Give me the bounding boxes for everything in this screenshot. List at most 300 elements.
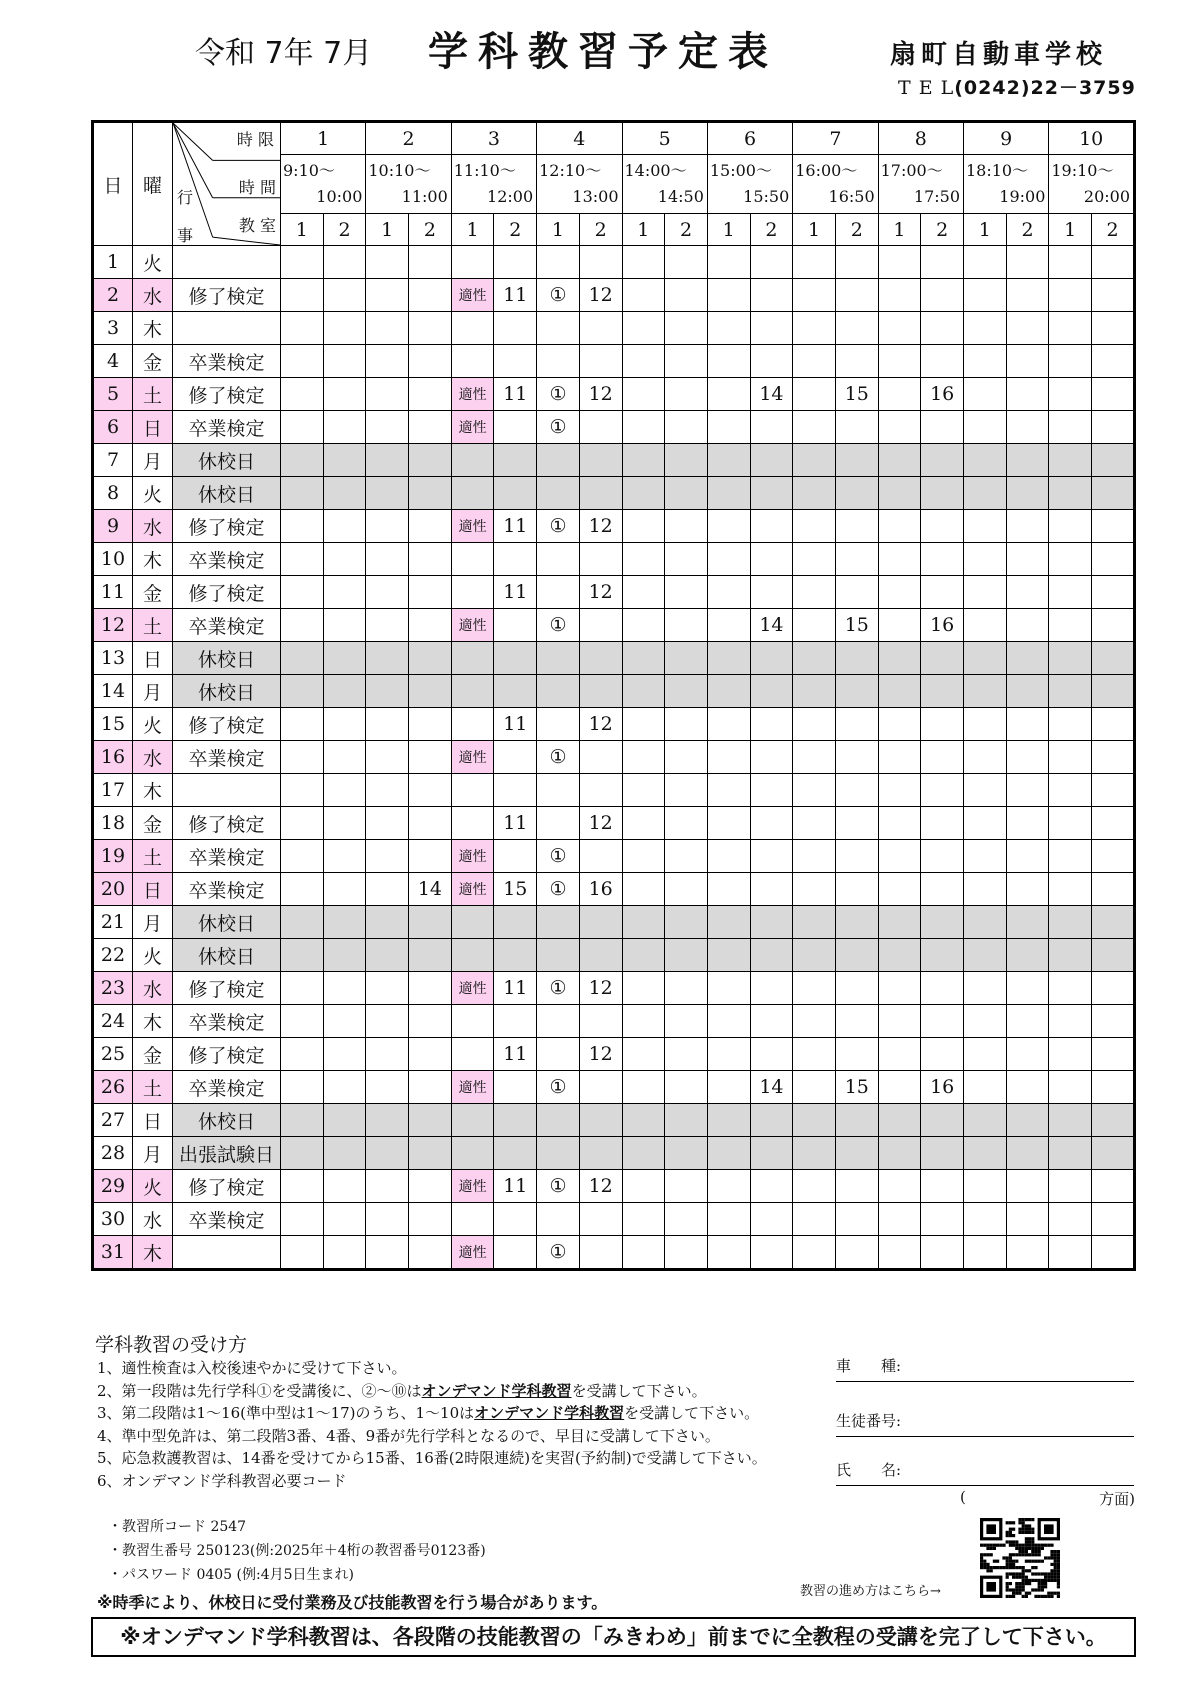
slot-cell [707,477,750,510]
table-row [93,1203,1135,1236]
slot-cell [409,807,452,840]
slot-cell [1092,477,1135,510]
slot-cell [793,774,836,807]
slot-cell [622,1170,665,1203]
period-start: 17:00～ [880,161,943,180]
slot-cell [622,378,665,411]
slot-cell [622,312,665,345]
slot-cell [1049,939,1092,972]
slot-cell [921,576,964,609]
corner-header [173,122,281,246]
slot-cell [665,510,708,543]
slot-cell [665,1005,708,1038]
period-header-2: 2 [366,122,451,155]
slot-cell [707,246,750,279]
slot-cell: 12 [579,1170,622,1203]
slot-cell [622,411,665,444]
slot-cell [921,246,964,279]
slot-cell [366,444,409,477]
event-cell [173,774,281,807]
slot-cell [707,774,750,807]
slot-cell [921,279,964,312]
slot-cell [835,642,878,675]
slot-cell [281,939,324,972]
slot-cell [707,312,750,345]
slot-cell [878,378,921,411]
slot-cell: 15 [835,1071,878,1104]
table-row [93,873,1135,906]
note-2-emphasis: オンデマンド学科教習 [421,1381,572,1400]
period-end: 19:00 [999,187,1046,206]
weekday-cell: 水 [133,741,173,774]
page-title: 学科教習予定表 [428,29,778,75]
slot-cell [323,741,366,774]
slot-cell [878,312,921,345]
slot-cell [1092,279,1135,312]
slot-cell [409,1236,452,1270]
slot-cell [707,444,750,477]
slot-cell [964,1203,1007,1236]
slot-cell [878,1005,921,1038]
slot-cell [579,477,622,510]
slot-cell: 15 [835,609,878,642]
slot-cell [878,609,921,642]
slot-cell [494,1005,537,1038]
slot-cell [1049,1104,1092,1137]
table-row [93,246,1135,279]
event-cell [173,246,281,279]
note-4: 4、準中型免許は、第二段階3番、4番、9番が先行学科となるので、早目に受講して下さい。 [97,1426,720,1445]
day-cell: 5 [93,378,133,411]
slot-cell [451,1203,494,1236]
slot-cell [1006,345,1049,378]
slot-cell [878,444,921,477]
slot-cell [409,1005,452,1038]
header-row-periods [93,122,1135,155]
slot-cell [707,708,750,741]
period-header-8: 8 [878,122,963,155]
day-cell: 1 [93,246,133,279]
slot-cell [409,279,452,312]
event-cell [173,312,281,345]
slot-cell [409,1104,452,1137]
table-row [93,510,1135,543]
qr-code-icon[interactable] [980,1518,1060,1598]
slot-cell [409,345,452,378]
slot-cell [750,1038,793,1071]
event-cell: 卒業検定 [173,741,281,774]
table-row [93,1137,1135,1170]
slot-cell [366,609,409,642]
slot-cell [451,477,494,510]
slot-cell [281,873,324,906]
slot-cell [366,873,409,906]
slot-cell [964,444,1007,477]
day-cell: 13 [93,642,133,675]
room-header: 2 [665,214,708,246]
slot-cell [1092,378,1135,411]
slot-cell [964,675,1007,708]
slot-cell [665,609,708,642]
slot-cell [281,477,324,510]
slot-cell [750,939,793,972]
header-era-month: 令和 7年 7月 [195,36,373,71]
slot-cell [1006,477,1049,510]
slot-cell [707,1137,750,1170]
slot-cell [793,378,836,411]
time-label: 時 間 [238,178,276,197]
slot-cell: ① [537,1071,580,1104]
slot-cell [622,1203,665,1236]
slot-cell [451,906,494,939]
slot-cell [665,1170,708,1203]
slot-cell [323,444,366,477]
slot-cell [707,609,750,642]
event-cell: 卒業検定 [173,1203,281,1236]
slot-cell [835,345,878,378]
event-cell: 卒業検定 [173,411,281,444]
slot-cell [366,642,409,675]
slot-cell [921,510,964,543]
table-row [93,609,1135,642]
slot-cell [921,1203,964,1236]
table-row [93,972,1135,1005]
slot-cell [366,741,409,774]
slot-cell [281,543,324,576]
event-cell: 修了検定 [173,576,281,609]
slot-cell [1049,642,1092,675]
slot-cell [579,675,622,708]
slot-cell [451,1137,494,1170]
slot-cell [1092,609,1135,642]
student-number-field[interactable] [836,1410,1134,1437]
slot-cell [1006,873,1049,906]
slot-cell [451,345,494,378]
slot-cell [750,246,793,279]
car-type-field[interactable] [836,1355,1134,1382]
weekday-cell: 木 [133,312,173,345]
slot-cell [835,1038,878,1071]
slot-cell [622,972,665,1005]
slot-cell [409,642,452,675]
slot-cell [964,345,1007,378]
slot-cell [665,939,708,972]
event-cell: 休校日 [173,675,281,708]
day-cell: 6 [93,411,133,444]
slot-cell [579,345,622,378]
slot-cell [921,840,964,873]
slot-cell [665,477,708,510]
slot-cell [537,1203,580,1236]
period-header-7: 7 [793,122,878,155]
slot-cell [707,411,750,444]
event-cell: 修了検定 [173,510,281,543]
slot-cell: 11 [494,576,537,609]
slot-cell [793,543,836,576]
slot-cell [451,1038,494,1071]
slot-cell [494,1137,537,1170]
slot-cell [622,279,665,312]
slot-cell [537,1137,580,1170]
slot-cell [451,444,494,477]
day-cell: 21 [93,906,133,939]
code-student: ・教習生番号 250123(例:2025年＋4桁の教習番号0123番) [108,1543,486,1559]
slot-cell [1049,312,1092,345]
slot-cell: 12 [579,576,622,609]
room-header: 1 [537,214,580,246]
period-start: 12:10～ [539,161,602,180]
slot-cell [409,675,452,708]
slot-cell [622,840,665,873]
slot-cell [409,444,452,477]
tel-prefix: T E L [898,77,955,99]
event-cell: 休校日 [173,939,281,972]
slot-cell [323,345,366,378]
slot-cell [409,543,452,576]
period-end: 13:00 [572,187,619,206]
slot-cell [281,675,324,708]
weekday-cell: 金 [133,576,173,609]
room-header: 2 [921,214,964,246]
day-cell: 29 [93,1170,133,1203]
slot-cell [281,972,324,1005]
slot-cell [409,708,452,741]
slot-cell [964,411,1007,444]
slot-cell [964,378,1007,411]
weekday-cell: 土 [133,378,173,411]
slot-cell [1049,1170,1092,1203]
slot-cell: 適性 [451,1071,494,1104]
slot-cell [451,774,494,807]
slot-cell [707,1071,750,1104]
slot-cell [707,1005,750,1038]
slot-cell [579,444,622,477]
slot-cell [622,576,665,609]
day-cell: 15 [93,708,133,741]
slot-cell [665,411,708,444]
slot-cell [622,345,665,378]
slot-cell [793,1170,836,1203]
slot-cell: 適性 [451,1170,494,1203]
slot-cell [1006,840,1049,873]
slot-cell [451,246,494,279]
slot-cell [878,972,921,1005]
slot-cell: 16 [921,378,964,411]
slot-cell [366,840,409,873]
slot-cell [878,774,921,807]
slot-cell [622,939,665,972]
slot-cell [323,708,366,741]
weekday-cell: 水 [133,1203,173,1236]
period-time-5 [622,155,707,214]
event-cell: 修了検定 [173,807,281,840]
slot-cell [366,378,409,411]
slot-cell: 適性 [451,741,494,774]
slot-cell [451,576,494,609]
slot-cell [281,576,324,609]
day-cell: 11 [93,576,133,609]
slot-cell [835,741,878,774]
slot-cell [366,1236,409,1270]
slot-cell [579,246,622,279]
slot-cell [1006,774,1049,807]
name-field[interactable] [836,1459,1134,1486]
period-time-1 [281,155,366,214]
slot-cell [750,543,793,576]
slot-cell [1049,1005,1092,1038]
table-row [93,939,1135,972]
period-time-10 [1049,155,1135,214]
slot-cell [793,1038,836,1071]
slot-cell [964,840,1007,873]
slot-cell [622,675,665,708]
table-row [93,840,1135,873]
slot-cell [793,1203,836,1236]
slot-cell [964,246,1007,279]
slot-cell [707,807,750,840]
slot-cell [366,246,409,279]
period-header-4: 4 [537,122,622,155]
day-header: 日 [93,122,133,246]
day-cell: 19 [93,840,133,873]
slot-cell [964,939,1007,972]
period-time-9 [964,155,1049,214]
slot-cell [494,246,537,279]
slot-cell: ① [537,279,580,312]
slot-cell: ① [537,741,580,774]
slot-cell [494,477,537,510]
event-cell: 休校日 [173,477,281,510]
slot-cell: 適性 [451,873,494,906]
slot-cell [835,939,878,972]
slot-cell [323,939,366,972]
slot-cell [1006,1038,1049,1071]
slot-cell [323,279,366,312]
table-row [93,444,1135,477]
slot-cell [323,609,366,642]
slot-cell [451,1005,494,1038]
slot-cell [921,906,964,939]
slot-cell [323,1137,366,1170]
slot-cell: 適性 [451,510,494,543]
area-field[interactable] [960,1488,1135,1509]
slot-cell [1049,246,1092,279]
slot-cell [366,312,409,345]
table-row [93,1038,1135,1071]
slot-cell [537,675,580,708]
tel-number: (0242)22－3759 [954,77,1136,99]
slot-cell [323,1170,366,1203]
slot-cell [409,510,452,543]
slot-cell [1049,345,1092,378]
note-2-text-b: を受講して下さい。 [571,1381,707,1400]
period-end: 20:00 [1083,187,1130,206]
day-cell: 31 [93,1236,133,1270]
room-header: 2 [1092,214,1135,246]
slot-cell [409,411,452,444]
slot-cell [281,1104,324,1137]
slot-cell [878,477,921,510]
table-row [93,1005,1135,1038]
slot-cell [707,873,750,906]
period-time-7 [793,155,878,214]
slot-cell [835,543,878,576]
slot-cell [494,774,537,807]
slot-cell [1092,939,1135,972]
slot-cell [921,1038,964,1071]
slot-cell: 16 [579,873,622,906]
slot-cell [835,807,878,840]
slot-cell [964,906,1007,939]
ondemand-warning-box: ※オンデマンド学科教習は、各段階の技能教習の「みきわめ」前までに全教程の受講を完了して下さい。 [91,1617,1136,1657]
slot-cell [665,1203,708,1236]
slot-cell [579,543,622,576]
slot-cell [281,741,324,774]
room-header: 1 [366,214,409,246]
slot-cell [622,906,665,939]
slot-cell [1049,906,1092,939]
slot-cell [921,1137,964,1170]
day-cell: 9 [93,510,133,543]
slot-cell [878,543,921,576]
slot-cell [707,543,750,576]
slot-cell [323,1236,366,1270]
slot-cell [537,939,580,972]
slot-cell [750,972,793,1005]
table-row [93,807,1135,840]
slot-cell [1092,675,1135,708]
slot-cell [409,1170,452,1203]
slot-cell [1006,1137,1049,1170]
slot-cell [622,873,665,906]
room-header: 2 [1006,214,1049,246]
slot-cell [1049,279,1092,312]
period-start: 16:00～ [795,161,858,180]
day-cell: 26 [93,1071,133,1104]
slot-cell [793,1137,836,1170]
slot-cell [1006,279,1049,312]
slot-cell [921,807,964,840]
event-cell: 卒業検定 [173,873,281,906]
table-row [93,1170,1135,1203]
room-header: 2 [750,214,793,246]
slot-cell [537,444,580,477]
slot-cell [494,906,537,939]
slot-cell [366,576,409,609]
slot-cell [878,411,921,444]
slot-cell [793,807,836,840]
slot-cell: 14 [750,1071,793,1104]
slot-cell [1092,840,1135,873]
slot-cell: 11 [494,807,537,840]
slot-cell [835,972,878,1005]
slot-cell [964,1005,1007,1038]
slot-cell [1049,840,1092,873]
slot-cell [921,741,964,774]
slot-cell [622,1005,665,1038]
slot-cell [1092,1104,1135,1137]
slot-cell [1006,1236,1049,1270]
slot-cell [366,675,409,708]
slot-cell [409,939,452,972]
slot-cell [1092,807,1135,840]
event-cell: 休校日 [173,642,281,675]
table-row [93,477,1135,510]
day-cell: 25 [93,1038,133,1071]
slot-cell [494,312,537,345]
slot-cell [665,246,708,279]
slot-cell [793,972,836,1005]
